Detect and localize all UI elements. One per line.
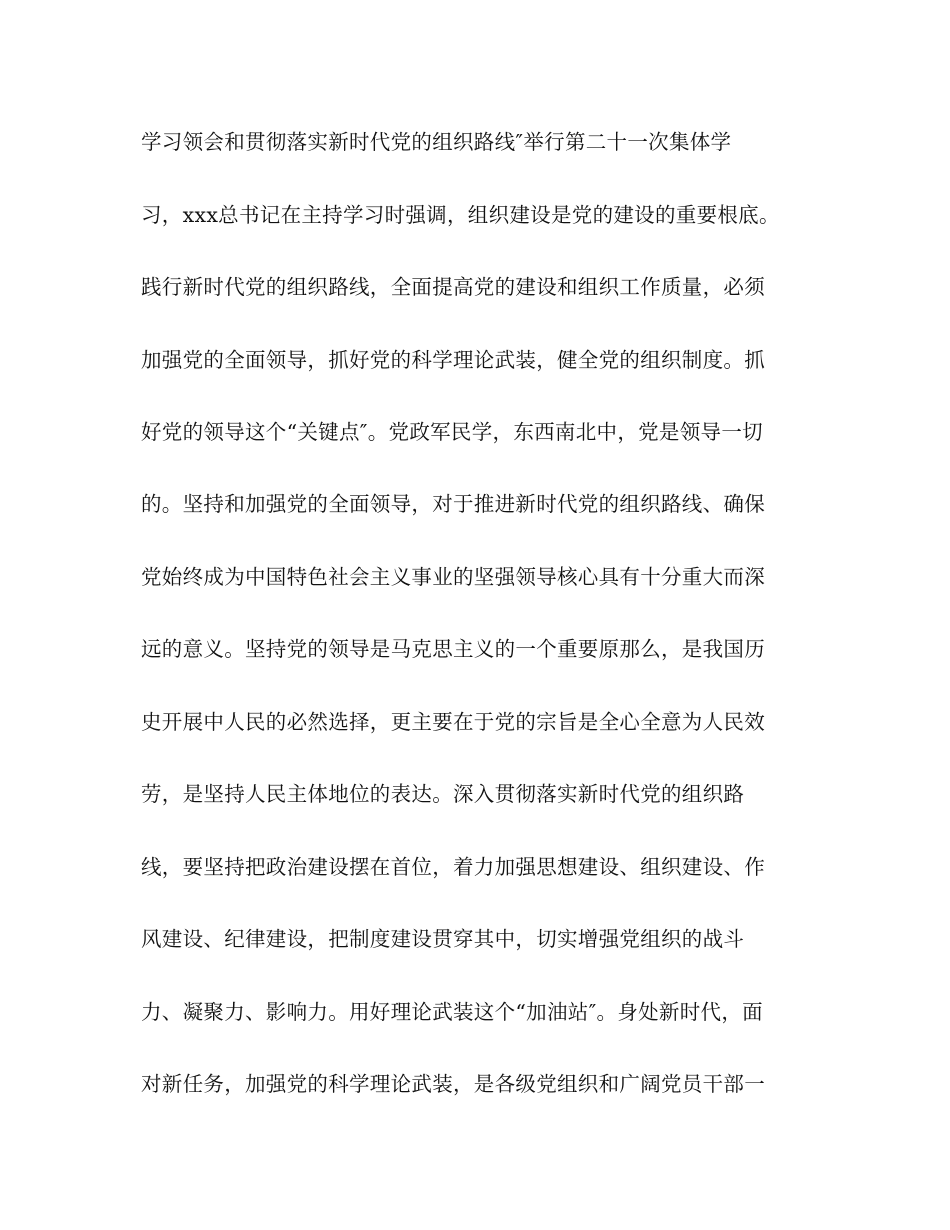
text-line-9: 史开展中人民的必然选择，更主要在于党的宗旨是全心全意为人民效: [141, 710, 765, 734]
text-line-14: 对新任务，加强党的科学理论武装，是各级党组织和广阔党员干部一: [141, 1072, 765, 1096]
text-line-5: 好党的领导这个“关键点″。党政军民学，东西南北中，党是领导一切: [141, 420, 763, 444]
text-line-7: 党始终成为中国特色社会主义事业的坚强领导核心具有十分重大而深: [141, 565, 765, 589]
text-line-1: 学习领会和贯彻落实新时代党的组织路线″举行第二十一次集体学: [141, 130, 732, 154]
text-line-8: 远的意义。坚持党的领导是马克思主义的一个重要原那么，是我国历: [141, 637, 765, 661]
text-line-11: 线，要坚持把政治建设摆在首位，着力加强思想建设、组织建设、作: [141, 855, 765, 879]
text-line-3: 践行新时代党的组织路线，全面提高党的建设和组织工作质量，必须: [141, 275, 765, 299]
text-line-10: 劳，是坚持人民主体地位的表达。深入贯彻落实新时代党的组织路: [141, 782, 745, 806]
text-line-2: 习，xxx总书记在主持学习时强调，组织建设是党的建设的重要根底。: [141, 203, 780, 227]
text-line-13: 力、凝聚力、影响力。用好理论武装这个“加油站″。身处新时代，面: [141, 1000, 763, 1024]
text-line-12: 风建设、纪律建设，把制度建设贯穿其中，切实增强党组织的战斗: [141, 927, 745, 951]
text-line-6: 的。坚持和加强党的全面领导，对于推进新时代党的组织路线、确保: [141, 492, 765, 516]
text-line-4: 加强党的全面领导，抓好党的科学理论武装，健全党的组织制度。抓: [141, 348, 765, 372]
